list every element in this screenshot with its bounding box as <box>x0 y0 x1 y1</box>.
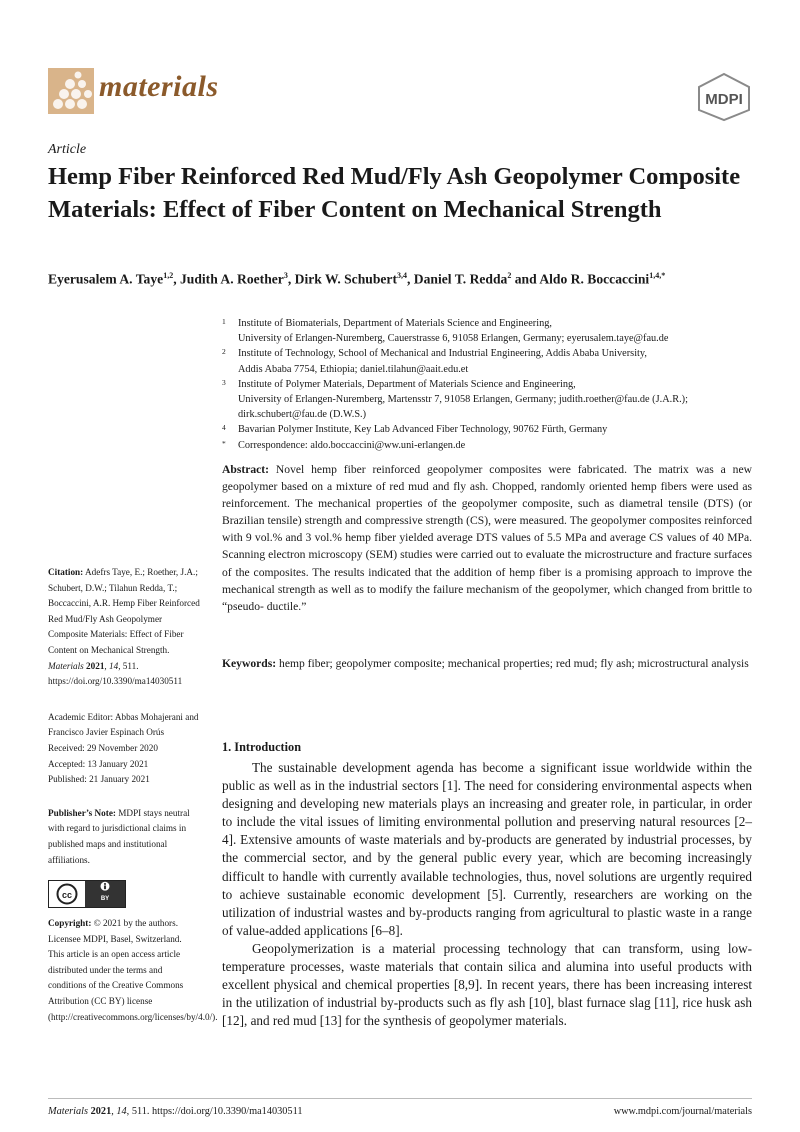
keywords-label: Keywords: <box>222 657 277 670</box>
footer-volume: 14 <box>116 1106 127 1117</box>
cc-by-label: BY <box>100 895 110 902</box>
keywords-text: hemp fiber; geopolymer composite; mechanical properties; red mud; fly ash; microstructural analysis <box>279 657 749 670</box>
author-name: Daniel T. Redda <box>413 271 508 287</box>
footer-divider <box>48 1098 752 1099</box>
affiliation-line: Institute of Biomaterials, Department of Materials Science and Engineering, <box>238 318 552 329</box>
section-heading: 1. Introduction <box>222 740 302 754</box>
affiliation-line: University of Erlangen-Nuremberg, Cauerstrasse 6, 91058 Erlangen, Germany; eyerusalem.taye@fau.de <box>238 333 669 345</box>
footer-citation: Materials 2021, 14, 511. https://doi.org/10.3390/ma14030511 <box>48 1106 303 1117</box>
affiliation-mark: * <box>222 438 226 448</box>
affiliation-mark: 3 <box>222 377 226 387</box>
published-date: Published: 21 January 2021 <box>48 774 150 785</box>
author-affiliation-mark: 3,4 <box>397 271 407 280</box>
author-affiliation-mark: 3 <box>283 271 288 280</box>
affiliation-line: Institute of Technology, School of Mechanical and Industrial Engineering, Addis Ababa University, <box>238 348 647 360</box>
author-separator: and <box>511 271 540 287</box>
author-separator: , <box>407 271 414 287</box>
sidebar <box>48 565 218 1037</box>
body-paragraph: Geopolymerization is a material processing technology that can transform, using low-temperature processes, waste materials that contain silica and alumina into useful products with excellent physical and chemical properties [8,9]. In recent years, there has been increasing interest in the utilization of industrial by-products such as fly ash [10], blast furnace slag [11], rice husk ash [12], and red mud [13] for the synthesis of geopolymer materials. <box>222 940 752 1029</box>
mdpi-logo-icon <box>696 72 752 122</box>
affiliation-mark: 4 <box>222 423 226 433</box>
affiliation-item <box>222 422 762 437</box>
affiliation-line: dirk.schubert@fau.de (D.W.S.) <box>238 409 367 421</box>
creative-commons-icon <box>49 881 85 907</box>
journal-logo-icon <box>48 68 94 114</box>
received-date: Received: 29 November 2020 <box>48 742 158 753</box>
citation-doi[interactable]: , 511. https://doi.org/10.3390/ma14030511 <box>48 660 183 687</box>
dates-block <box>48 710 200 788</box>
affiliation-mark: 1 <box>222 317 226 326</box>
affiliation-line: Bavarian Polymer Institute, Key Lab Advanced Fiber Technology, 90762 Fürth, Germany <box>238 424 608 436</box>
journal-name: materials <box>99 70 219 103</box>
footer-year: 2021 <box>90 1106 112 1117</box>
copyright-label: Copyright: <box>48 918 92 929</box>
author-affiliation-mark: 1,4,* <box>649 271 666 280</box>
citation-text: Adefrs Taye, E.; Roether, J.A.; Schubert, D.W.; Tilahun Redda, T.; Boccaccini, A.R. Hemp Fiber Reinforced Red Mud/Fly Ash Geopolymer Composite Materials: Effect of Fiber Content on Mechanical Strength. <box>48 567 200 655</box>
affiliation-line: University of Erlangen-Nuremberg, Martensstr 7, 91058 Erlangen, Germany; judith.roether@fau.de (J.A.R.); <box>238 394 688 406</box>
article-type: Article <box>48 142 87 157</box>
attribution-icon <box>85 881 125 907</box>
publisher-note <box>48 806 200 868</box>
citation-journal: Materials <box>48 660 84 671</box>
affiliation-item <box>222 346 762 376</box>
affiliation-line: Institute of Polymer Materials, Department of Materials Science and Engineering, <box>238 378 576 390</box>
author-name: Judith A. Roether <box>179 271 284 287</box>
svg-text:cc: cc <box>61 890 73 901</box>
publisher-note-text: MDPI stays neutral with regard to jurisdictional claims in published maps and institutional affiliations. <box>48 807 190 865</box>
accepted-date: Accepted: 13 January 2021 <box>48 758 149 769</box>
author-separator: , <box>287 271 295 287</box>
author-name: Aldo R. Boccaccini <box>539 271 650 287</box>
publisher-note-label: Publisher’s Note: <box>48 807 116 818</box>
author-name: Eyerusalem A. Taye <box>48 271 164 287</box>
abstract-label: Abstract: <box>222 463 270 476</box>
abstract-text: Novel hemp fiber reinforced geopolymer composites were fabricated. The matrix was a new geopolymer based on a mixture of red mud and fly ash. Chopped, randomly oriented hemp fibers were used as reinforcement. The mechanical properties of the geopolymer composite, such as diametral tensile (DTS) (or Brazilian tensile) strength and compressive strength (CS), were measured. The geopolymer composites reinforced with 9 vol.% and 3 vol.% hemp fiber yielded average DTS values of 5.5 MPa and average CS values of 40 MPa. Scanning electron microscopy (SEM) studies were carried out to evaluate the microstructure and fracture surfaces of the composites. The results indicated that the addition of hemp fiber is a promising approach to improve the mechanical strength as well as to modify the failure mechanism of the geopolymer, which changed from brittle to “pseudo- ductile.” <box>222 463 752 613</box>
copyright-text: © 2021 by the authors. Licensee MDPI, Basel, Switzerland. This article is an open access article distributed under the terms and conditions of the Creative Commons Attribution (CC BY) license (http://creativecommons.org/licenses/by/4.0/). <box>48 918 218 1022</box>
academic-editor: Academic Editor: Abbas Mohajerani and Francisco Javier Espinach Orús <box>48 711 199 738</box>
introduction-body <box>222 759 752 1030</box>
citation-volume: 14 <box>109 660 119 671</box>
body-paragraph: The sustainable development agenda has become a significant issue worldwide within the public as well as in the industrial sectors [1]. The need for considering environmental aspects when designing and developing new materials plays an increasing and greater role, in particular, in order to include the vital issues of limiting environmental pollution and preserving natural resources [2–4]. Extensive amounts of waste materials and by-products are generated by industrial processes, by the commercial sector, and by the general public every year, which are becoming increasingly difficult to handle with currently available technologies, thus, novel solutions are urgently required to achieve sustainable economic development [5]. Currently, researchers are working on the utilization of industrial wastes and by-products ranging from agricultural to plastic waste in a range of value-added applications [6–8]. <box>222 760 752 938</box>
affiliation-item <box>222 377 762 423</box>
citation-year: 2021 <box>86 660 105 671</box>
abstract <box>222 461 752 615</box>
affiliations <box>222 316 762 453</box>
author-affiliation-mark: 1,2 <box>163 271 174 280</box>
copyright-block <box>48 916 218 1025</box>
author-affiliation-mark: 2 <box>507 271 512 280</box>
publisher-logo-text: MDPI <box>705 91 743 108</box>
correspondence-line: Correspondence: aldo.boccaccini@ww.uni-erlangen.de <box>238 439 466 451</box>
affiliation-line: Addis Ababa 7754, Ethiopia; daniel.tilahun@aait.edu.et <box>238 363 469 375</box>
citation-label: Citation: <box>48 567 84 577</box>
keywords <box>222 655 752 672</box>
affiliation-item <box>222 316 762 346</box>
paper-title: Hemp Fiber Reinforced Red Mud/Fly Ash Geopolymer Composite Materials: Effect of Fiber Content on Mechanical Strength <box>48 163 741 223</box>
author-name: Dirk W. Schubert <box>294 271 397 287</box>
author-list <box>48 271 768 288</box>
footer-journal: Materials <box>48 1106 89 1117</box>
citation-block: Citation: Adefrs Taye, E.; Roether, J.A.; Schubert, D.W.; Tilahun Redda, T.; Boccaccini, A.R. Hemp Fiber Reinforced Red Mud/Fly Ash Geopolymer Composite Materials: Effect of Fiber Content on Mechanical Strength. Materials 2021, 14, 511. https://doi.org/10.3390/ma14030511 <box>48 567 200 687</box>
cc-by-license-badge[interactable] <box>48 880 126 908</box>
footer-journal-url[interactable]: www.mdpi.com/journal/materials <box>613 1106 752 1117</box>
footer-doi[interactable]: , 511. https://doi.org/10.3390/ma14030511 <box>126 1106 303 1117</box>
author-separator: , <box>173 271 180 287</box>
affiliation-item <box>222 438 762 453</box>
affiliation-mark: 2 <box>222 347 226 357</box>
